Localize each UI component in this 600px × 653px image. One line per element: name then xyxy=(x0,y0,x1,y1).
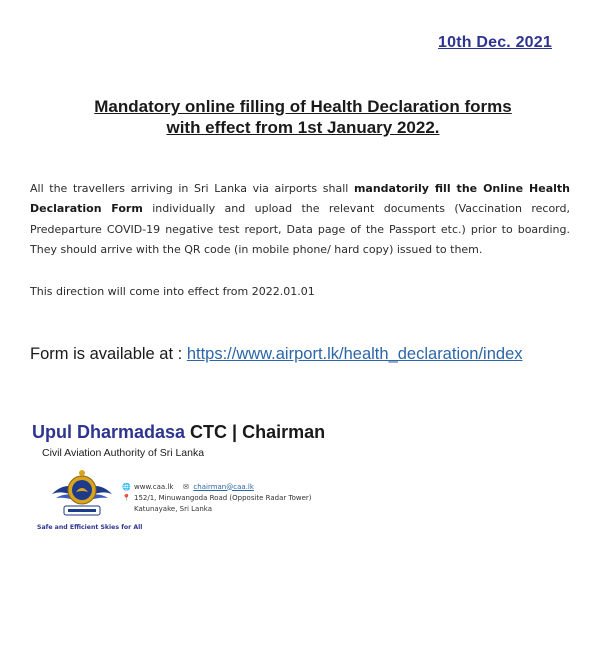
signatory-name: Upul Dharmadasa xyxy=(32,422,186,442)
notice-date: 10th Dec. 2021 xyxy=(438,34,552,51)
email-link[interactable]: chairman@caa.lk xyxy=(193,482,254,491)
contact-row-address-2 xyxy=(122,503,312,514)
signatory-title: CTC | Chairman xyxy=(185,422,326,442)
effective-date-text: This direction will come into effect from 2022.01.01 xyxy=(30,285,315,298)
form-label: Form is available at : xyxy=(30,345,187,363)
notice-body xyxy=(30,179,570,260)
mail-icon: ✉ xyxy=(182,482,189,491)
headline-line-2: with effect from 1st January 2022. xyxy=(166,118,440,137)
address-line-1: 152/1, Minuwangoda Road (Opposite Radar Tower) xyxy=(134,493,312,502)
headline-line-1: Mandatory online filling of Health Declaration forms xyxy=(94,97,512,116)
form-availability xyxy=(30,345,590,364)
organization-name: Civil Aviation Authority of Sri Lanka xyxy=(42,447,205,459)
contact-block xyxy=(122,481,312,514)
body-text-emphasis: mandatorily fill the Online Health Declaration Form xyxy=(30,182,570,216)
notice-headline xyxy=(40,96,566,138)
caa-emblem-logo xyxy=(50,466,114,522)
health-declaration-link[interactable]: https://www.airport.lk/health_declaration/index xyxy=(186,345,523,363)
contact-row-web xyxy=(122,481,312,492)
website-text[interactable]: www.caa.lk xyxy=(134,482,174,491)
location-pin-icon: 📍 xyxy=(122,493,131,502)
contact-row-address xyxy=(122,492,312,503)
address-line-2: Katunayake, Sri Lanka xyxy=(134,504,212,513)
body-text-part-1: All the travellers arriving in Sri Lanka via airports shall xyxy=(30,182,354,195)
globe-icon: 🌐 xyxy=(122,482,131,491)
organization-tagline: Safe and Efficient Skies for All xyxy=(37,524,143,531)
signatory xyxy=(32,422,325,443)
body-text-part-2: individually and upload the relevant documents (Vaccination record, Predeparture COVID-19 negative test report, Data page of the Passport etc.) prior to boarding. They should arrive with the QR code (in mobile phone/ hard copy) issued to them. xyxy=(30,202,570,256)
